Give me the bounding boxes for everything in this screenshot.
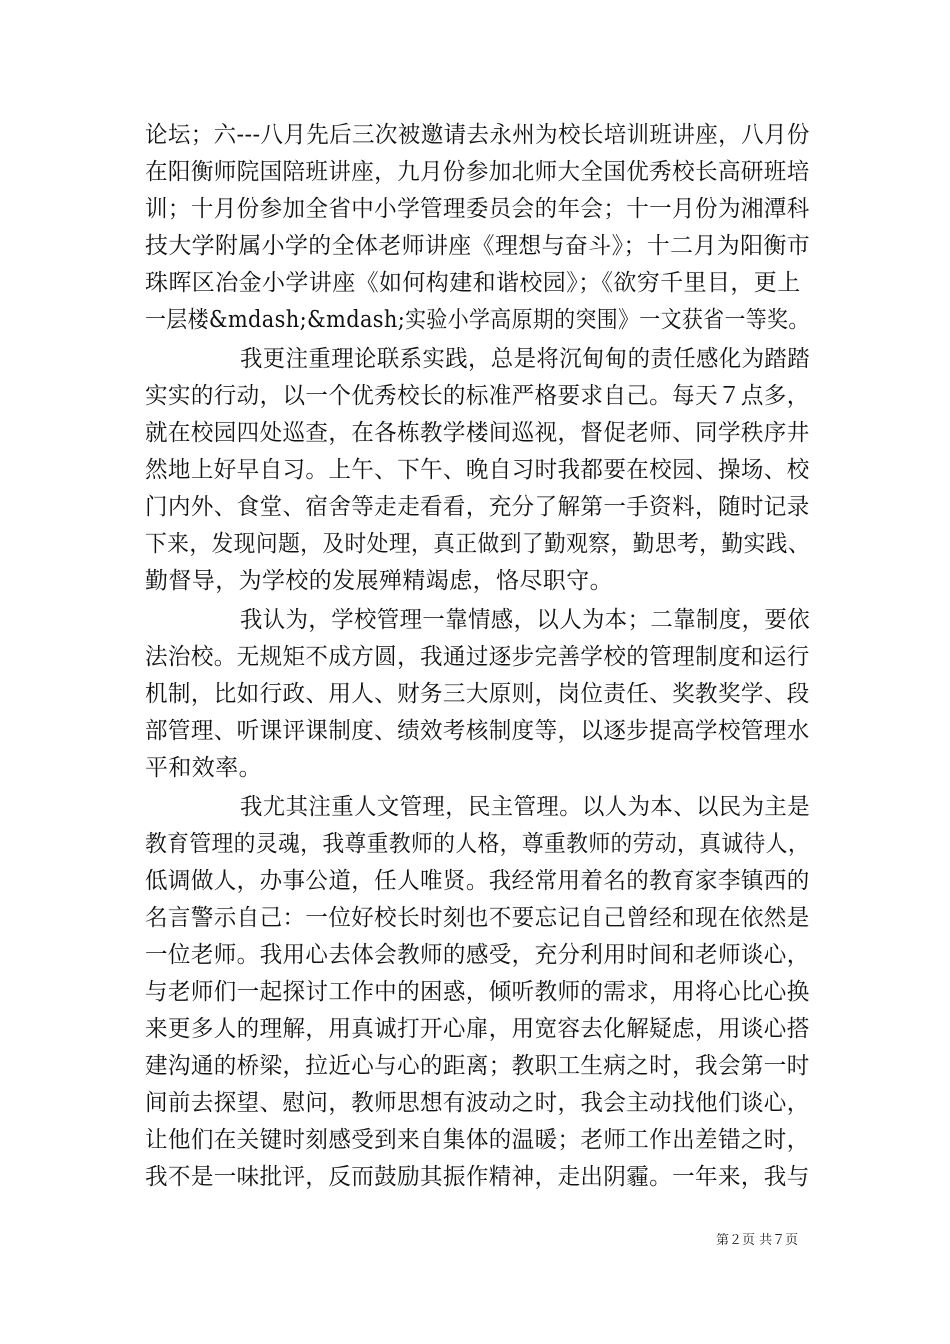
text-line: 机制，比如行政、用人、财务三大原则，岗位责任、奖教奖学、段 xyxy=(145,681,810,707)
text-line: 让他们在关键时刻感受到来自集体的温暖；老师工作出差错之时， xyxy=(145,1127,810,1153)
text-line: 我不是一味批评，反而鼓励其振作精神，走出阴霾。一年来，我与 xyxy=(145,1164,810,1190)
paragraph-first-line: 我认为，学校管理一靠情感，以人为本；二靠制度，要依 xyxy=(240,607,810,633)
text-line: 在阳衡师院国陪班讲座，九月份参加北师大全国优秀校长高研班培 xyxy=(145,159,810,185)
text-line: 低调做人，办事公道，任人唯贤。我经常用着名的教育家李镇西的 xyxy=(145,868,810,894)
text-line: 名言警示自己：一位好校长时刻也不要忘记自己曾经和现在依然是 xyxy=(145,905,810,931)
text-line: 实实的行动，以一个优秀校长的标准严格要求自己。每天７点多， xyxy=(145,383,810,409)
page-number-footer: 第２页 共７页 xyxy=(716,1233,799,1248)
text-line: 论坛；六---八月先后三次被邀请去永州为校长培训班讲座，八月份 xyxy=(145,122,810,148)
text-line: 教育管理的灵魂，我尊重教师的人格，尊重教师的劳动，真诚待人， xyxy=(145,831,810,857)
text-line: 法治校。无规矩不成方圆，我通过逐步完善学校的管理制度和运行 xyxy=(145,644,810,670)
paragraph-first-line: 我尤其注重人文管理，民主管理。以人为本、以民为主是 xyxy=(240,794,810,820)
text-line: 珠晖区冶金小学讲座《如何构建和谐校园》；《欲穷千里目，更上 xyxy=(145,270,801,296)
text-line: 来更多人的理解，用真诚打开心扉，用宽容去化解疑虑，用谈心搭 xyxy=(145,1016,810,1042)
text-line: 间前去探望、慰问，教师思想有波动之时，我会主动找他们谈心， xyxy=(145,1090,810,1116)
text-line: 一层楼&mdash;&mdash;实验小学高原期的突围》一文获省一等奖。 xyxy=(145,307,810,333)
text-line: 与老师们一起探讨工作中的困惑，倾听教师的需求，用将心比心换 xyxy=(145,979,810,1005)
paragraph-first-line: 我更注重理论联系实践，总是将沉甸甸的责任感化为踏踏 xyxy=(240,346,810,372)
text-line: 然地上好早自习。上午、下午、晚自习时我都要在校园、操场、校 xyxy=(145,457,810,483)
text-line: 门内外、食堂、宿舍等走走看看，充分了解第一手资料，随时记录 xyxy=(145,494,810,520)
text-line: 一位老师。我用心去体会教师的感受，充分利用时间和老师谈心， xyxy=(145,942,810,968)
text-line: 下来，发现问题，及时处理，真正做到了勤观察，勤思考，勤实践、 xyxy=(145,531,810,557)
text-line: 建沟通的桥梁，拉近心与心的距离；教职工生病之时，我会第一时 xyxy=(145,1053,810,1079)
text-line: 平和效率。 xyxy=(145,755,262,781)
text-line: 训；十月份参加全省中小学管理委员会的年会；十一月份为湘潭科 xyxy=(145,196,810,222)
text-line: 勤督导，为学校的发展殚精竭虑，恪尽职守。 xyxy=(145,568,613,594)
text-line: 技大学附属小学的全体老师讲座《理想与奋斗》；十二月为阳衡市 xyxy=(145,233,811,259)
text-line: 就在校园四处巡查，在各栋教学楼间巡视，督促老师、同学秩序井 xyxy=(145,420,810,446)
text-line: 部管理、听课评课制度、绩效考核制度等，以逐步提高学校管理水 xyxy=(145,718,810,744)
